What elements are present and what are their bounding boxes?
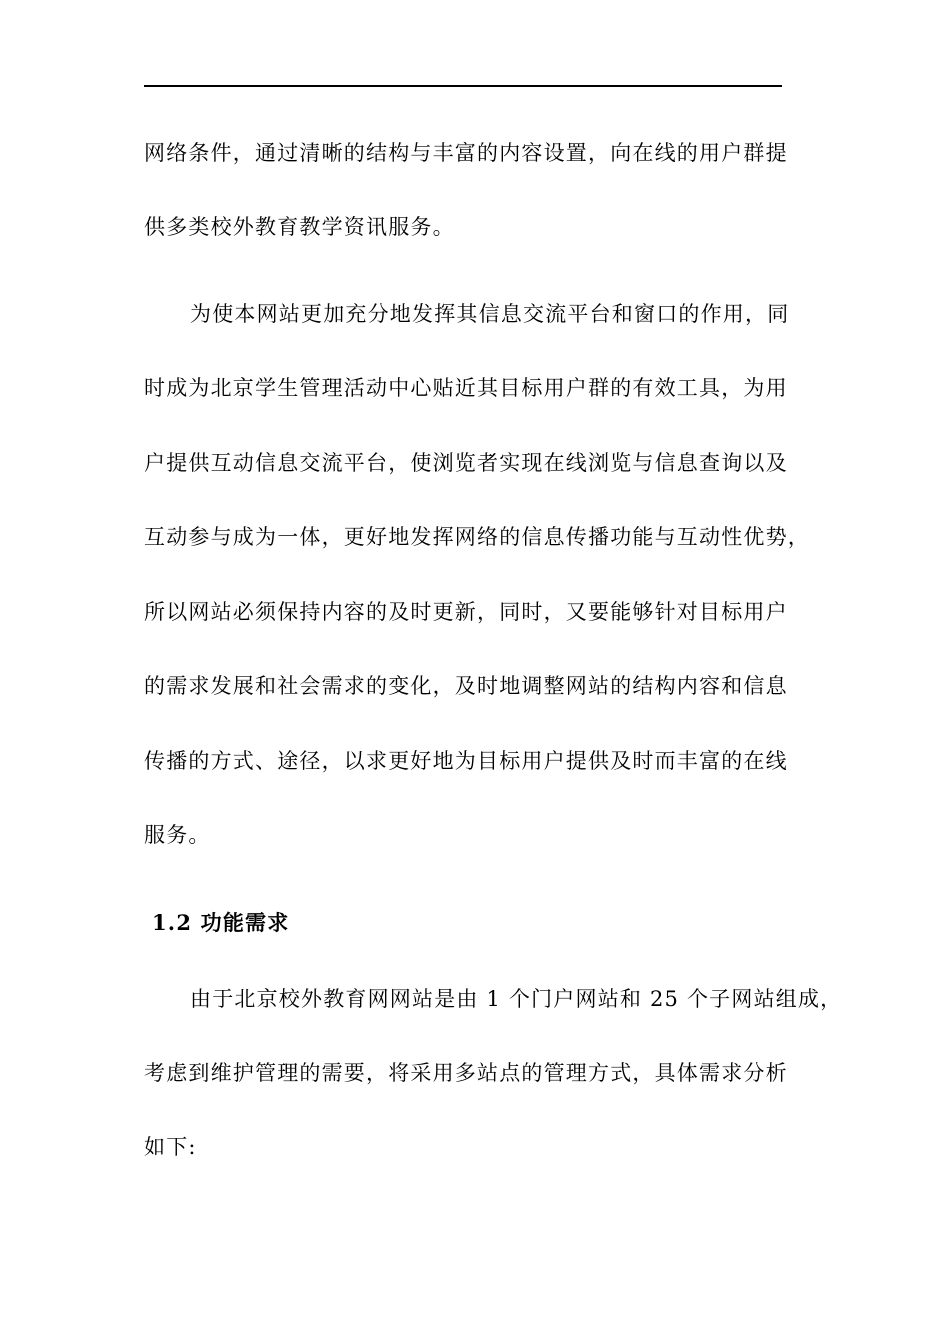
paragraph-line: 如下:	[144, 1135, 197, 1159]
section-heading: 1.2 功能需求	[152, 910, 290, 935]
header-rule	[144, 85, 782, 87]
paragraph-line: 所以网站必须保持内容的及时更新，同时，又要能够针对目标用户	[144, 600, 788, 624]
paragraph-line: 传播的方式、途径，以求更好地为目标用户提供及时而丰富的在线	[144, 749, 788, 773]
paragraph-line: 由于北京校外教育网网站是由 1 个门户网站和 25 个子网站组成，	[190, 987, 843, 1011]
paragraph-line: 供多类校外教育教学资讯服务。	[144, 215, 455, 239]
paragraph-line: 考虑到维护管理的需要，将采用多站点的管理方式，具体需求分析	[144, 1061, 788, 1085]
paragraph-line: 时成为北京学生管理活动中心贴近其目标用户群的有效工具，为用	[144, 376, 788, 400]
paragraph-line: 户提供互动信息交流平台，使浏览者实现在线浏览与信息查询以及	[144, 451, 788, 475]
paragraph-line: 的需求发展和社会需求的变化，及时地调整网站的结构内容和信息	[144, 674, 788, 698]
paragraph-line: 服务。	[144, 823, 211, 847]
paragraph-line: 网络条件，通过清晰的结构与丰富的内容设置，向在线的用户群提	[144, 141, 788, 165]
paragraph-line: 为使本网站更加充分地发挥其信息交流平台和窗口的作用，同	[190, 302, 790, 326]
paragraph-line: 互动参与成为一体，更好地发挥网络的信息传播功能与互动性优势，	[144, 525, 810, 549]
